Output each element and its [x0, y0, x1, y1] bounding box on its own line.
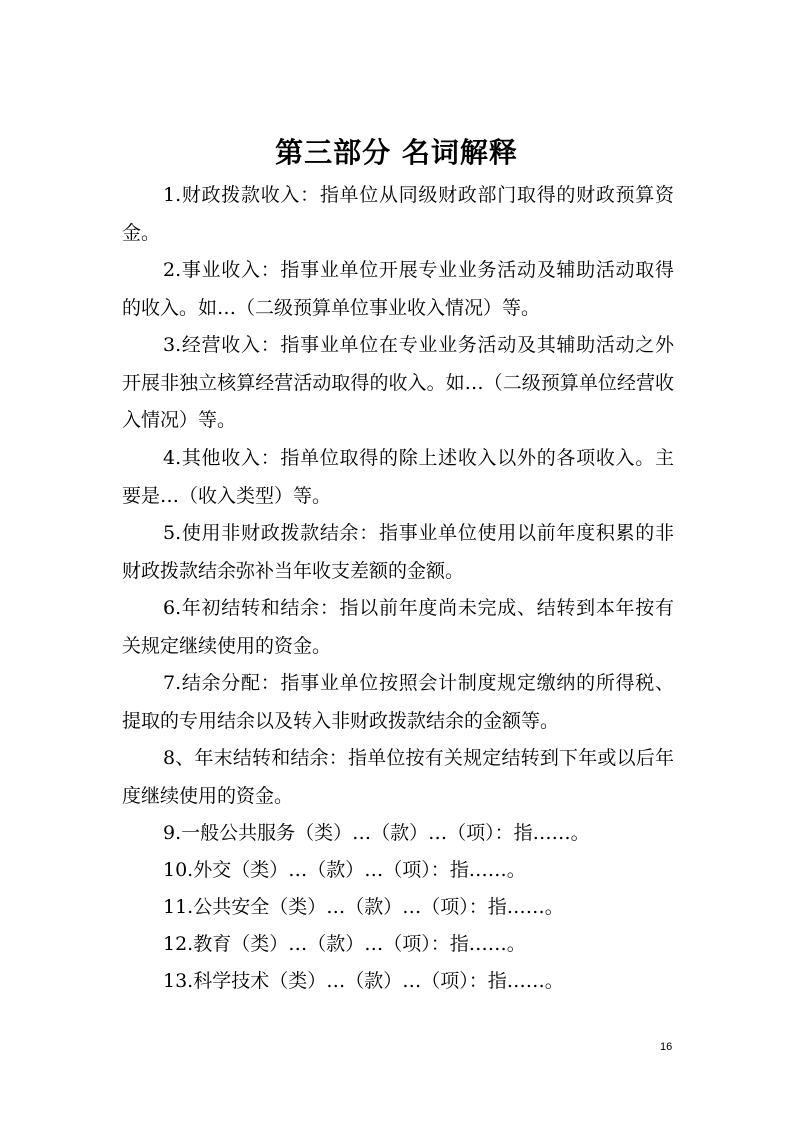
definition-paragraph-1: 1.财政拨款收入：指单位从同级财政部门取得的财政预算资金。: [122, 184, 674, 244]
definition-paragraph-12: 12.教育（类）…（款）…（项）：指……。: [163, 933, 526, 955]
definition-paragraph-5: 5.使用非财政拨款结余：指事业单位使用以前年度积累的非财政拨款结余弥补当年收支差额的金额。: [122, 522, 674, 582]
definition-paragraph-2: 2.事业收入：指事业单位开展专业业务活动及辅助活动取得的收入。如…（二级预算单位事业收入情况）等。: [122, 259, 674, 319]
definition-paragraph-11: 11.公共安全（类）…（款）…（项）：指……。: [163, 896, 564, 918]
definition-paragraph-10: 10.外交（类）…（款）…（项）：指……。: [163, 859, 526, 881]
definition-paragraph-7: 7.结余分配：指事业单位按照会计制度规定缴纳的所得税、提取的专用结余以及转入非财政拨款结余的金额等。: [122, 672, 674, 732]
page-number: 16: [660, 1041, 673, 1053]
definition-paragraph-4: 4.其他收入：指单位取得的除上述收入以外的各项收入。主要是…（收入类型）等。: [122, 447, 674, 507]
definition-paragraph-9: 9.一般公共服务（类）…（款）…（项）：指……。: [163, 822, 590, 844]
definition-paragraph-13: 13.科学技术（类）…（款）…（项）：指……。: [163, 970, 564, 992]
page-title: 第三部分 名词解释: [275, 136, 518, 169]
definition-paragraph-3: 3.经营收入：指事业单位在专业业务活动及其辅助活动之外开展非独立核算经营活动取得的收入。如…（二级预算单位经营收入情况）等。: [122, 334, 674, 432]
definition-paragraph-8: 8、年末结转和结余：指单位按有关规定结转到下年或以后年度继续使用的资金。: [122, 747, 674, 807]
definition-paragraph-6: 6.年初结转和结余：指以前年度尚未完成、结转到本年按有关规定继续使用的资金。: [122, 597, 674, 657]
